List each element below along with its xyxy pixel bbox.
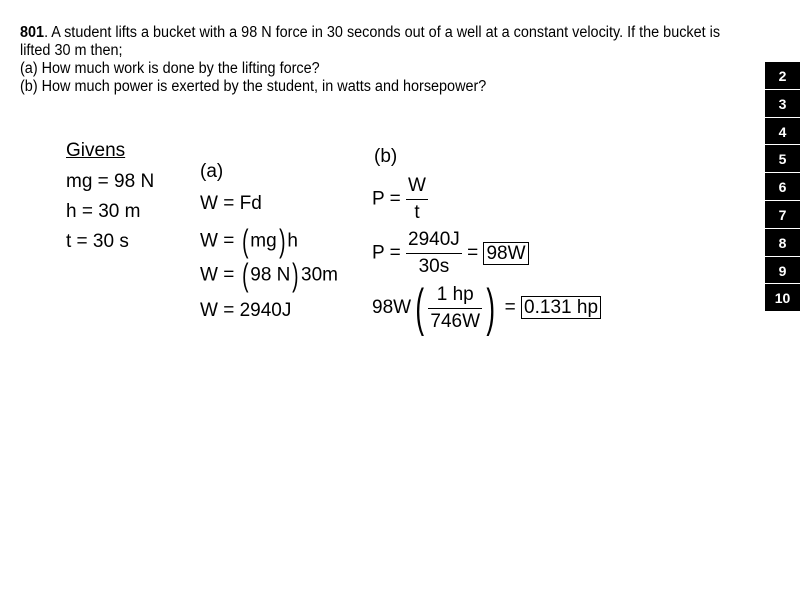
problem-text: [20, 24, 731, 96]
work-eq-2-lhs: W =: [200, 230, 240, 252]
conversion-fraction-den: 746W: [430, 310, 481, 332]
work-eq-3-inner: 98 N: [250, 264, 291, 286]
work-eq-2: W = ( mg) h: [200, 223, 298, 259]
question-b: (b) How much power is exerted by the student, in watts and horsepower?: [20, 78, 487, 95]
power-eq-2: [372, 229, 529, 278]
given-t: t = 30 s: [66, 231, 129, 252]
work-eq-3: W = ( 98 N) 30m: [200, 257, 339, 293]
power-fraction-2-den: 30s: [418, 256, 450, 277]
question-a: (a) How much work is done by the lifting force?: [20, 60, 320, 77]
power-eq-1: [372, 175, 428, 224]
nav-item-5[interactable]: 5: [765, 145, 800, 173]
power-fraction-2: [406, 229, 462, 278]
work-eq-3-lhs: W =: [200, 264, 240, 286]
nav-item-8[interactable]: 8: [765, 229, 800, 257]
conversion-fraction-num: 1 hp: [428, 284, 482, 309]
power-fraction-1: [406, 175, 428, 224]
power-eq-3-equals: =: [504, 297, 516, 319]
work-eq-3-rhs: 30m: [301, 264, 339, 286]
nav-item-10[interactable]: 10: [765, 284, 800, 312]
given-h: h = 30 m: [66, 201, 141, 222]
page-nav: [765, 62, 800, 312]
work-eq-2-inner: mg: [250, 230, 277, 252]
nav-item-6[interactable]: 6: [765, 173, 800, 201]
power-eq-3: 98W( $\frac{1 hp}{746W}$ ) = 0.131 hp: [372, 282, 601, 334]
work-eq-2-rhs: h: [287, 230, 298, 252]
nav-item-4[interactable]: 4: [765, 118, 800, 146]
power-watts-result: 98W: [483, 242, 528, 265]
given-mg: mg = 98 N: [66, 171, 155, 192]
problem-statement: . A student lifts a bucket with a 98 N force in 30 seconds out of a well at a constant velocity. If the bucket is lifted 30 m then;: [20, 24, 721, 59]
conversion-fraction: [428, 284, 482, 333]
nav-item-2[interactable]: 2: [765, 62, 800, 90]
power-eq-2-equals: =: [467, 242, 479, 264]
work-result: W = 2940J: [200, 300, 292, 321]
power-eq-1-lhs: P =: [372, 188, 401, 210]
givens-heading: Givens: [66, 140, 126, 161]
part-a-label: (a): [200, 161, 224, 182]
power-fraction-1-den: t: [414, 202, 420, 223]
problem-number: 801: [20, 24, 45, 41]
nav-item-3[interactable]: 3: [765, 90, 800, 118]
nav-item-7[interactable]: 7: [765, 201, 800, 229]
power-eq-2-lhs: P =: [372, 242, 401, 264]
part-b-label: (b): [374, 146, 398, 167]
nav-item-9[interactable]: 9: [765, 257, 800, 285]
work-eq-1: W = Fd: [200, 193, 262, 214]
power-fraction-1-num: W: [406, 175, 428, 200]
power-hp-result: 0.131 hp: [521, 296, 601, 319]
power-eq-3-lhs: 98W: [372, 297, 412, 319]
power-fraction-2-num: 2940J: [406, 229, 462, 254]
